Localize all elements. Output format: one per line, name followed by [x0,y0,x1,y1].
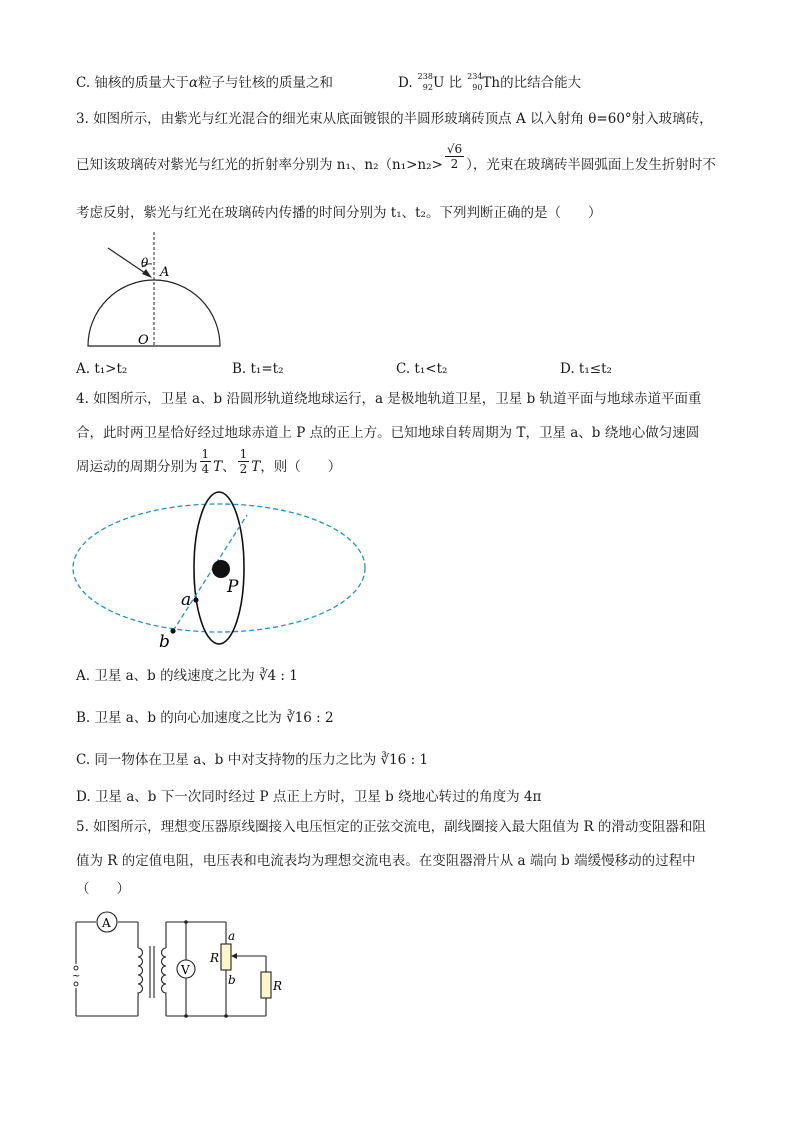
q5-line-1: 5. 如图所示，理想变压器原线圈接入电压恒定的正弦交流电，副线圈接入最大阻值为 R 的滑动变阻器和阻 [76,819,706,835]
svg-text:V: V [181,963,190,977]
q3-option-b: B. t₁=t₂ [232,361,284,377]
q4-line-1: 4. 如图所示，卫星 a、b 沿圆形轨道绕地球运行，a 是极地轨道卫星，卫星 b 轨道平面与地球赤道平面重 [76,391,702,407]
ac-terminal-bottom [74,982,78,986]
rheostat-r-label: R [210,951,220,965]
point-p-label: P [227,577,239,597]
slider-arrow-icon [231,953,237,959]
earth-point-p [212,560,230,578]
sqrt6-over-2-fraction: $\frac{√6}{2}$ [446,142,463,171]
q3-option-a: A. t₁>t₂ [76,361,128,377]
fixed-r-label: R [273,979,283,993]
svg-text:A: A [102,916,111,930]
q3-semicircle-figure [80,228,230,350]
quarter-fraction: $\frac{1}{4}$ [201,447,210,476]
theta-label: θ [141,256,149,270]
q3-option-c: C. t₁<t₂ [396,361,448,377]
ac-terminal-top [74,966,78,970]
end-a-label: a [228,929,236,943]
q4-option-a: A. 卫星 a、b 的线速度之比为 ∛4 : 1 [76,668,298,684]
q4-option-c: C. 同一物体在卫星 a、b 中对支持物的压力之比为 ∛16 : 1 [76,752,428,768]
half-fraction: $\frac{1}{2}$ [239,447,248,476]
q2-option-d: D. 238 92 U 比 234 90 Th的比结合能大 [398,72,582,92]
secondary-coil [162,948,167,996]
satellite-a-label: a [181,590,192,610]
q3-option-d: D. t₁≤t₂ [560,361,612,377]
satellite-b-label: b [159,632,170,652]
rheostat-icon [221,944,231,970]
q4-orbit-figure [70,488,374,652]
q4-line-2: 合，此时两卫星恰好经过地球赤道上 P 点的正上方。已知地球自转周期为 T，卫星 a、b 绕地心做匀速圆 [76,425,700,441]
satellite-a-dot [193,597,198,602]
q3-line-1: 3. 如图所示，由紫光与红光混合的细光束从底面镀银的半圆形玻璃砖顶点 A 以入射角 θ=60°射入玻璃砖， [76,111,713,127]
ray-arrowhead [142,269,152,278]
point-o-label: O [138,333,149,348]
primary-coil [138,948,143,996]
q4-option-b: B. 卫星 a、b 的向心加速度之比为 ∛16 : 2 [76,710,334,726]
point-a-label: A [160,265,170,280]
q5-line-3: （ ） [76,881,130,897]
thorium-isotope-index: 234 90 [467,72,483,92]
q5-line-2: 值为 R 的定值电阻，电压表和电流表均为理想交流电表。在变阻器滑片从 a 端向 b 端缓慢移动的过程中 [76,853,696,869]
q3-line-2: 已知该玻璃砖对紫光与红光的折射率分别为 n₁、n₂（n₁>n₂> $\frac{√6}{2}$ ），光束在玻璃砖半圆弧面上发生折射时不 [76,142,716,173]
end-b-label: b [228,973,236,987]
ac-source-icon: ~ [72,971,81,982]
satellite-b-dot [170,628,175,633]
q5-circuit-figure [70,908,284,1020]
q4-line-3: 周运动的周期分别为 $\frac{1}{4}$ T、 $\frac{1}{2}$ T，则（ ） [76,447,342,476]
uranium-isotope-index: 238 92 [417,72,433,92]
q4-option-d: D. 卫星 a、b 下一次同时经过 P 点正上方时，卫星 b 绕地心转过的角度为 4π [76,789,542,805]
q2-option-c: C. 铀核的质量大于α粒子与钍核的质量之和 [76,75,334,91]
diameter-line [173,515,247,631]
q3-line-3: 考虑反射，紫光与红光在玻璃砖内传播的时间分别为 t₁、t₂。下列判断正确的是（ ） [76,205,602,221]
fixed-resistor-icon [261,972,271,998]
